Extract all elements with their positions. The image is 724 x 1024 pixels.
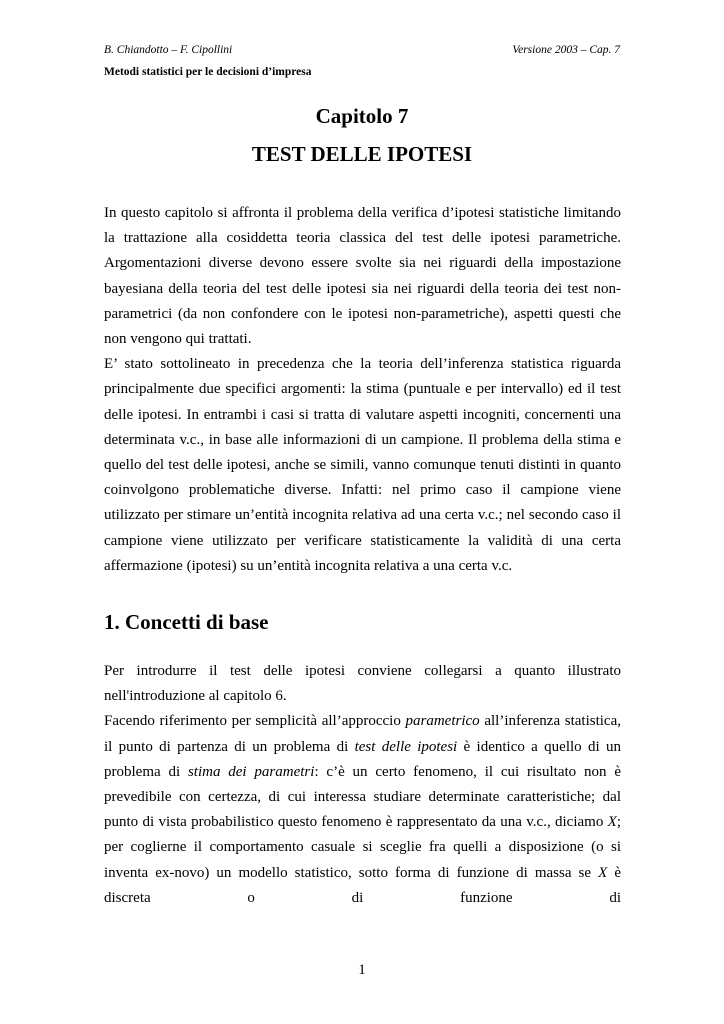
intro-paragraph-2: E’ stato sottolineato in precedenza che la teoria dell’inferenza statistica riguarda principalmente due specifici argomenti: la stima (puntuale e per intervallo) ed il test delle ipotesi. In entrambi i casi si tratta di valutare aspetti incogniti, concernenti una determinata v.c., in base alle informazioni di un campione. Il problema della stima e quello del test delle ipotesi, anche se simili, vanno comunque tenuti distinti in quanto coinvolgono problematiche diverse. Infatti: nel primo caso il campione viene utilizzato per stimare un’entità incognita relativa ad una certa v.c.; nel secondo caso il campione viene utilizzato per verificare statisticamente la validità di una certa affermazione (ipotesi) su un’entità incognita relativa a una certa v.c. [104, 356, 621, 574]
text-run: è discreta o di funzione di [104, 864, 621, 906]
text-run: è identico a quello di un problema di [104, 738, 621, 780]
header-version: Versione 2003 – Cap. 7 [512, 44, 620, 56]
section-heading: 1. Concetti di base [104, 610, 269, 634]
text-run: Facendo riferimento per semplicità all’approccio [104, 713, 406, 730]
header-authors: B. Chiandotto – F. Cipollini [104, 44, 233, 56]
emphasis-test-delle-ipotesi: test delle ipotesi [354, 738, 458, 755]
section-paragraph-1: Per introdurre il test delle ipotesi conviene collegarsi a quanto illustrato nell'introduzione al capitolo 6. [104, 663, 621, 705]
section-text [104, 659, 621, 911]
chapter-label: Capitolo 7 [315, 104, 409, 128]
text-run: all’inferenza statistica, il punto di partenza di un problema di [104, 713, 621, 755]
text-run: ; per coglierne il comportamento casuale si sceglie fra quelli a disposizione (o si inventa ex-novo) un modello statistico, sotto forma di funzione di massa se [104, 814, 621, 881]
emphasis-stima-dei-parametri: stima dei parametri [187, 763, 315, 780]
intro-paragraph-1: In questo capitolo si affronta il problema della verifica d’ipotesi statistiche limitando la trattazione alla cosiddetta teoria classica del test delle ipotesi parametriche. Argomentazioni diverse devono essere svolte sia nei riguardi della impostazione bayesiana della teoria del test delle ipotesi sia nei riguardi della teoria dei test non-parametrici (da non confondere con le ipotesi non-parametriche), aspetti questi che non vengono qui trattati. [104, 205, 621, 348]
chapter-title: TEST DELLE IPOTESI [251, 142, 473, 166]
text-run: : c’è un certo fenomeno, il cui risultato non è prevedibile con certezza, di cui interessa studiare determinate caratteristiche; dal punto di vista probabilistico questo fenomeno è rappresentato da una v.c., diciamo [104, 763, 621, 831]
emphasis-parametrico: parametrico [405, 713, 480, 730]
emphasis-variable-x: X [607, 814, 617, 831]
header-subtitle: Metodi statistici per le decisioni d’impresa [104, 66, 312, 78]
page-number: 1 [358, 962, 366, 978]
section-paragraph-2 [104, 709, 621, 911]
emphasis-variable-x: X [598, 864, 608, 881]
intro-text [104, 201, 621, 579]
